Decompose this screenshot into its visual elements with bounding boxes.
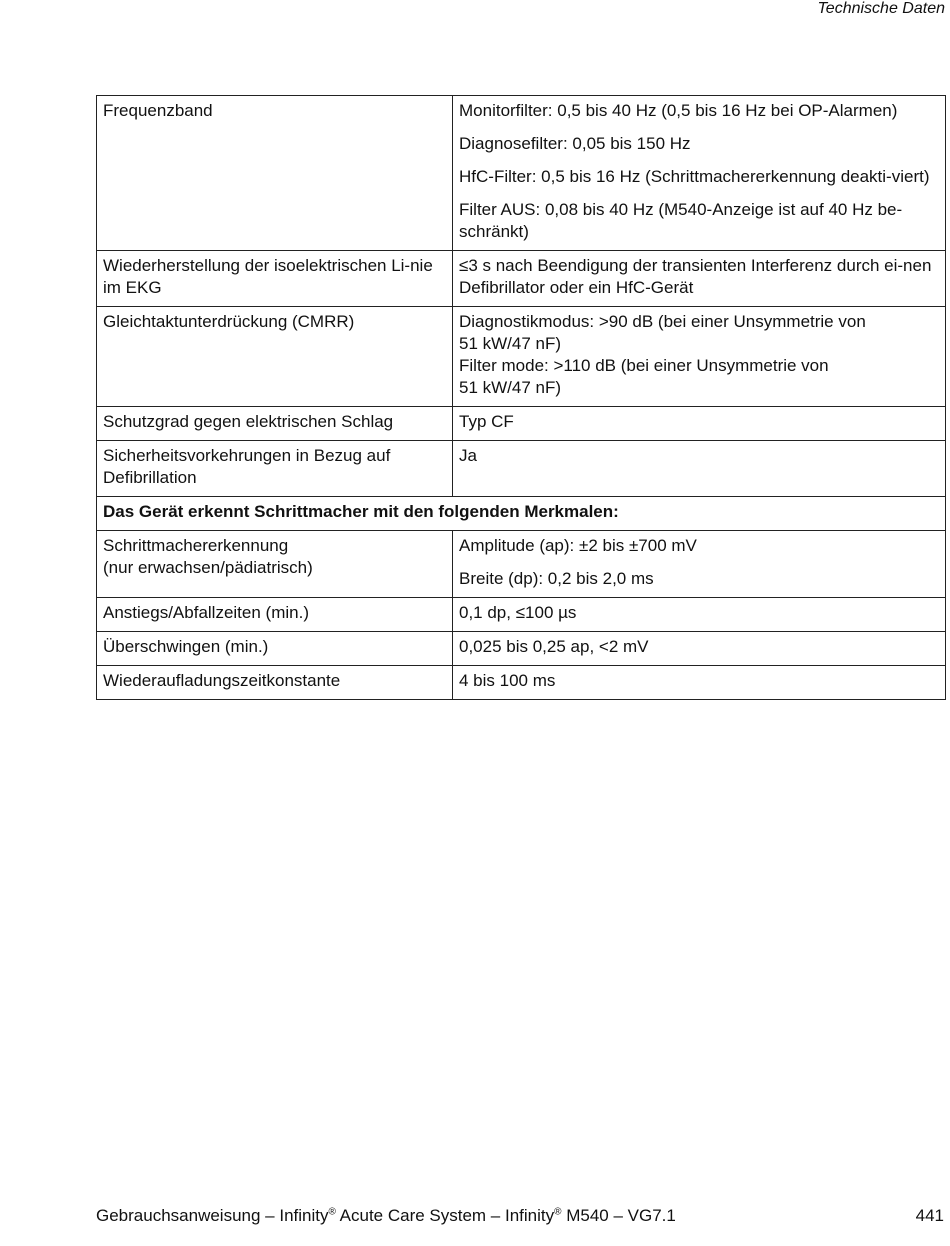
row-label: Frequenzband — [97, 96, 453, 251]
row-label: Sicherheitsvorkehrungen in Bezug auf Defibrillation — [97, 441, 453, 497]
value-line: Breite (dp): 0,2 bis 2,0 ms — [459, 569, 654, 588]
value-line: 51 kW/47 nF) — [459, 334, 562, 353]
value-line: Monitorfilter: 0,5 bis 40 Hz (0,5 bis 16 Hz bei OP-Alarmen) — [459, 101, 898, 120]
section-title: Technische Daten — [817, 0, 945, 17]
row-value — [453, 598, 946, 632]
value-line: 51 kW/47 nF) — [459, 378, 562, 397]
row-value — [453, 441, 946, 497]
value-line: ≤3 s nach Beendigung der transienten Interferenz durch ei-nen Defibrillator oder ein HfC-Gerät — [459, 256, 932, 297]
row-label: Anstiegs/Abfallzeiten (min.) — [97, 598, 453, 632]
technical-data-table — [96, 95, 946, 700]
row-label: Gleichtaktunterdrückung (CMRR) — [97, 307, 453, 407]
value-line: 4 bis 100 ms — [459, 671, 556, 690]
value-line: HfC-Filter: 0,5 bis 16 Hz (Schrittmachererkennung deakti-viert) — [459, 167, 930, 186]
row-label: Wiederaufladungszeitkonstante — [97, 666, 453, 700]
row-value — [453, 96, 946, 251]
value-line: Ja — [459, 446, 477, 465]
table-section-row — [97, 497, 946, 531]
section-heading: Das Gerät erkennt Schrittmacher mit den folgenden Merkmalen: — [97, 497, 946, 531]
footer-document-title: Gebrauchsanweisung – Infinity® Acute Care System – Infinity® M540 – VG7.1 — [96, 1206, 676, 1225]
value-line: 0,025 bis 0,25 ap, <2 mV — [459, 637, 649, 656]
table-row — [97, 531, 946, 598]
page-footer — [96, 1205, 946, 1227]
row-value — [453, 531, 946, 598]
table-row — [97, 632, 946, 666]
label-line: (nur erwachsen/pädiatrisch) — [103, 558, 313, 577]
table-row — [97, 307, 946, 407]
value-line: Filter mode: >110 dB (bei einer Unsymmetrie von — [459, 356, 829, 375]
row-value — [453, 407, 946, 441]
table-row — [97, 251, 946, 307]
row-value — [453, 307, 946, 407]
label-line: Schrittmachererkennung — [103, 536, 289, 555]
row-label: Überschwingen (min.) — [97, 632, 453, 666]
table-row — [97, 407, 946, 441]
table-row — [97, 598, 946, 632]
row-label: Schutzgrad gegen elektrischen Schlag — [97, 407, 453, 441]
value-line: Typ CF — [459, 412, 514, 431]
row-label — [97, 531, 453, 598]
value-line: Diagnostikmodus: >90 dB (bei einer Unsymmetrie von — [459, 312, 866, 331]
value-line: 0,1 dp, ≤100 µs — [459, 603, 577, 622]
value-line: Filter AUS: 0,08 bis 40 Hz (M540-Anzeige ist auf 40 Hz be-schränkt) — [459, 200, 903, 241]
table-row — [97, 666, 946, 700]
row-value — [453, 632, 946, 666]
row-value — [453, 251, 946, 307]
page-number: 441 — [915, 1206, 944, 1225]
row-label: Wiederherstellung der isoelektrischen Li-nie im EKG — [97, 251, 453, 307]
row-value — [453, 666, 946, 700]
table-row — [97, 96, 946, 251]
table-row — [97, 441, 946, 497]
value-line: Amplitude (ap): ±2 bis ±700 mV — [459, 536, 697, 555]
value-line: Diagnosefilter: 0,05 bis 150 Hz — [459, 134, 691, 153]
